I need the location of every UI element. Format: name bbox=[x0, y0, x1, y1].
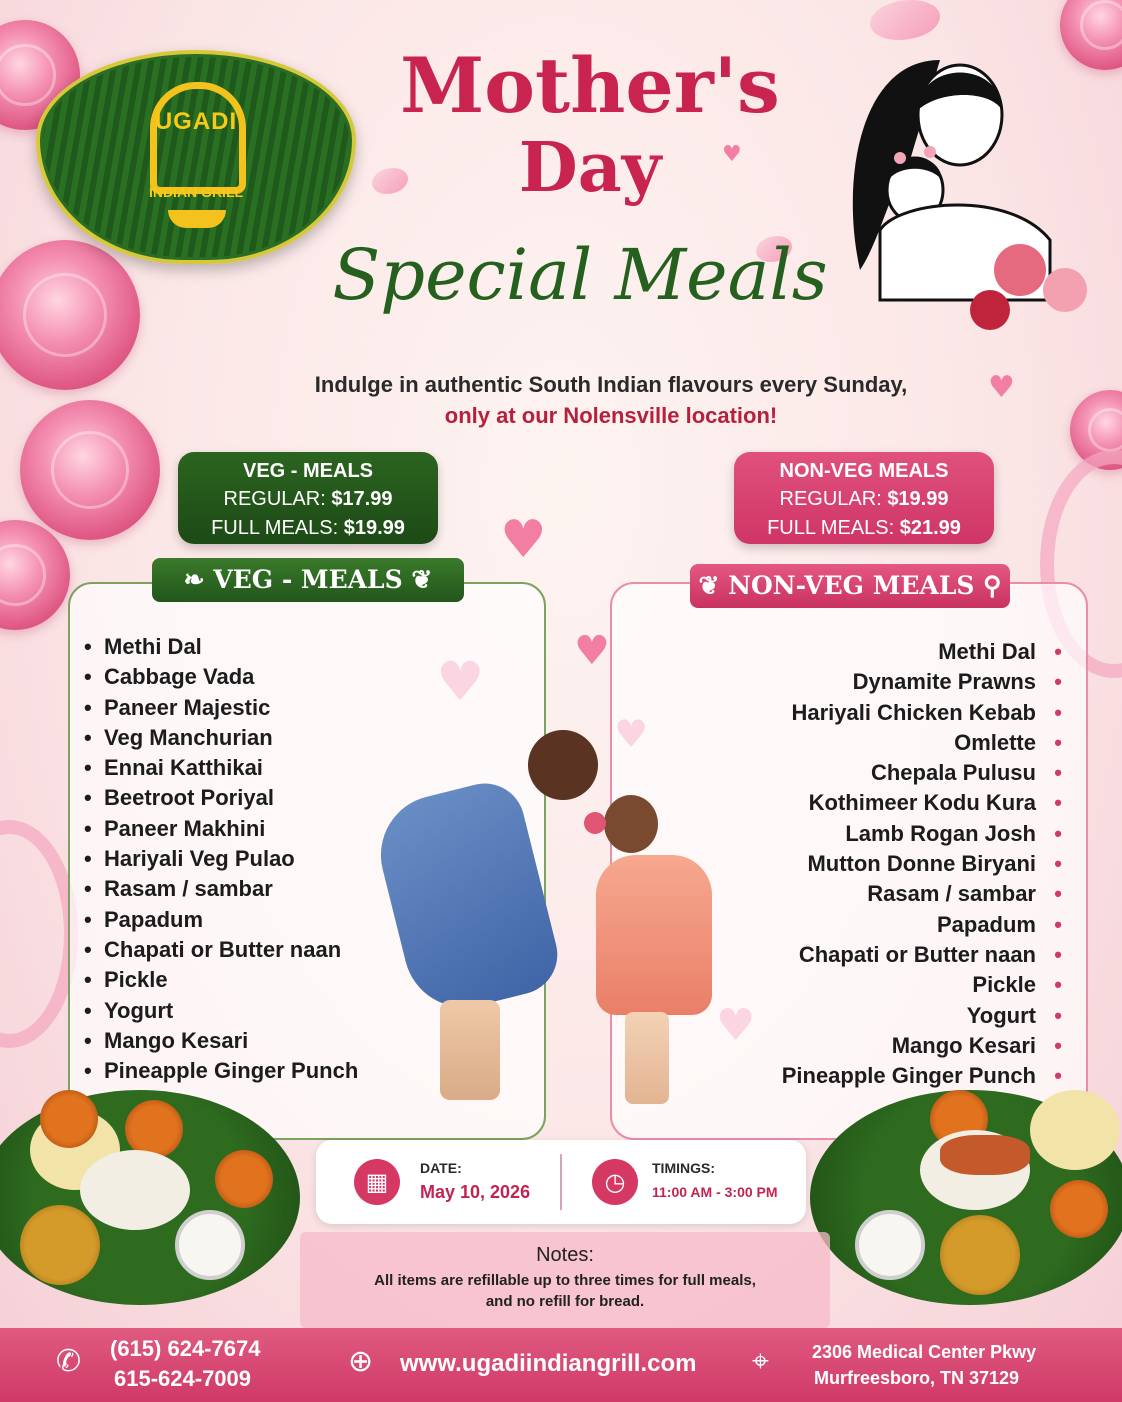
list-item: • Hariyali Veg Pulao bbox=[84, 844, 358, 874]
heart-decoration: ♥ bbox=[722, 142, 742, 167]
address-line-1: 2306 Medical Center Pkwy bbox=[812, 1342, 1037, 1362]
timings-label: TIMINGS: bbox=[652, 1160, 715, 1176]
list-item: Yogurt • bbox=[782, 1001, 1062, 1031]
phone-number-2[interactable]: 615-624-7009 bbox=[114, 1366, 252, 1391]
nonveg-menu-banner: ❦ NON-VEG MEALS ⚲ bbox=[690, 564, 1010, 608]
rose-decoration bbox=[20, 400, 160, 540]
veg-menu-list bbox=[84, 632, 358, 1086]
veg-thali-image bbox=[0, 1090, 300, 1305]
daughter-illustration bbox=[596, 855, 712, 1015]
list-item: Chapati or Butter naan • bbox=[782, 940, 1062, 970]
list-item: Omlette • bbox=[782, 728, 1062, 758]
ribbon-decoration bbox=[0, 820, 78, 1048]
list-item: • Beetroot Poriyal bbox=[84, 783, 358, 813]
title-day: Day bbox=[518, 128, 662, 208]
veg-price-box bbox=[178, 452, 438, 544]
heart-decoration: ♥ bbox=[988, 370, 1015, 405]
drumstick-icon: ⚲ bbox=[974, 571, 1002, 600]
restaurant-logo bbox=[36, 50, 356, 264]
event-info-card bbox=[316, 1140, 806, 1224]
date-label: DATE: bbox=[420, 1160, 462, 1176]
list-item: Mango Kesari • bbox=[782, 1031, 1062, 1061]
list-item: • Papadum bbox=[84, 905, 358, 935]
nonveg-price-heading: NON-VEG MEALS bbox=[779, 460, 949, 482]
notes-text: All items are refillable up to three times for full meals, and no refill for bread. bbox=[374, 1272, 756, 1310]
mother-legs bbox=[440, 1000, 500, 1100]
list-item: • Mango Kesari bbox=[84, 1026, 358, 1056]
list-item: Dynamite Prawns • bbox=[782, 667, 1062, 697]
mother-child-illustration bbox=[820, 40, 1120, 340]
rose-decoration bbox=[0, 240, 140, 390]
nonveg-price-box bbox=[734, 452, 994, 544]
chef-hat-icon bbox=[150, 82, 246, 194]
mother-head bbox=[528, 730, 598, 800]
phone-number-1[interactable]: (615) 624-7674 bbox=[110, 1336, 261, 1361]
nonveg-thali-image bbox=[810, 1090, 1122, 1305]
calendar-icon: ▦ bbox=[354, 1159, 400, 1205]
list-item: Methi Dal • bbox=[782, 637, 1062, 667]
list-item: Hariyali Chicken Kebab • bbox=[782, 698, 1062, 728]
heart-decoration: ♥ bbox=[500, 510, 547, 570]
leaf-icon: ❦ bbox=[402, 565, 433, 594]
leaf-icon: ❦ bbox=[698, 571, 729, 600]
footer-bar bbox=[0, 1328, 1122, 1402]
rose-decoration bbox=[0, 520, 70, 630]
veg-menu-banner: ❧ VEG - MEALS ❦ bbox=[152, 558, 464, 602]
list-item: Mutton Donne Biryani • bbox=[782, 849, 1062, 879]
list-item: • Pineapple Ginger Punch bbox=[84, 1056, 358, 1086]
list-item: Pineapple Ginger Punch • bbox=[782, 1061, 1062, 1091]
nonveg-menu-list bbox=[782, 637, 1062, 1091]
leaf-icon: ❧ bbox=[183, 565, 214, 594]
title-mothers: Mother's bbox=[400, 41, 780, 130]
list-item: • Pickle bbox=[84, 965, 358, 995]
logo-subtitle: INDIAN GRILL bbox=[148, 184, 244, 200]
mustache-icon bbox=[168, 210, 226, 228]
list-item: Kothimeer Kodu Kura • bbox=[782, 788, 1062, 818]
list-item: Rasam / sambar • bbox=[782, 879, 1062, 909]
title-special-meals: Special Meals bbox=[332, 234, 828, 316]
list-item: • Cabbage Vada bbox=[84, 662, 358, 692]
list-item: • Yogurt bbox=[84, 996, 358, 1026]
nonveg-full-price: FULL MEALS: $21.99 bbox=[767, 517, 961, 539]
clock-icon: ◷ bbox=[592, 1159, 638, 1205]
list-item: Lamb Rogan Josh • bbox=[782, 819, 1062, 849]
list-item: Pickle • bbox=[782, 970, 1062, 1000]
heart-decoration: ♥ bbox=[574, 628, 610, 674]
list-item: • Chapati or Butter naan bbox=[84, 935, 358, 965]
list-item: Papadum • bbox=[782, 910, 1062, 940]
notes-title: Notes: bbox=[536, 1244, 594, 1266]
list-item: • Ennai Katthikai bbox=[84, 753, 358, 783]
globe-icon: ⊕ bbox=[348, 1344, 374, 1379]
logo-name: UGADI bbox=[154, 108, 238, 135]
daughter-head bbox=[604, 795, 658, 853]
list-item: • Paneer Majestic bbox=[84, 693, 358, 723]
veg-regular-price: REGULAR: $17.99 bbox=[223, 488, 393, 510]
petal-decoration bbox=[870, 0, 940, 40]
nonveg-regular-price: REGULAR: $19.99 bbox=[779, 488, 949, 510]
list-item: • Methi Dal bbox=[84, 632, 358, 662]
phone-icon: ✆ bbox=[56, 1344, 82, 1379]
flower-icon bbox=[584, 812, 606, 834]
veg-full-price: FULL MEALS: $19.99 bbox=[211, 517, 405, 539]
list-item: Chepala Pulusu • bbox=[782, 758, 1062, 788]
daughter-legs bbox=[625, 1012, 669, 1104]
veg-price-heading: VEG - MEALS bbox=[242, 460, 373, 482]
list-item: • Paneer Makhini bbox=[84, 814, 358, 844]
location-pin-icon: ⌖ bbox=[752, 1344, 769, 1379]
date-value: May 10, 2026 bbox=[420, 1182, 531, 1202]
timings-value: 11:00 AM - 3:00 PM bbox=[652, 1184, 778, 1200]
list-item: • Rasam / sambar bbox=[84, 874, 358, 904]
location-text: only at our Nolensville location! bbox=[444, 403, 778, 428]
website-link[interactable]: www.ugadiindiangrill.com bbox=[400, 1350, 697, 1377]
intro-text: Indulge in authentic South Indian flavours every Sunday, bbox=[314, 372, 908, 397]
list-item: • Veg Manchurian bbox=[84, 723, 358, 753]
info-divider bbox=[560, 1154, 562, 1210]
address-line-2: Murfreesboro, TN 37129 bbox=[814, 1368, 1020, 1388]
